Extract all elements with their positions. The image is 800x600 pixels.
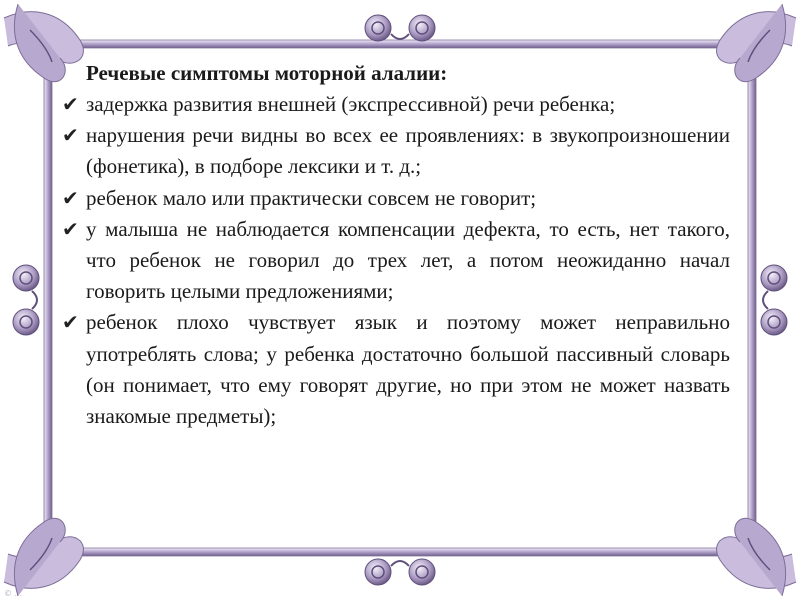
list-item: [62, 89, 730, 120]
right-border: [748, 62, 756, 538]
check-mark-icon: ✔: [62, 185, 79, 210]
corner-ribbon-bottom-right: [717, 518, 796, 596]
swirl-ornament-top: [365, 15, 435, 41]
bottom-border: [62, 548, 738, 556]
corner-ribbon-bottom-left: [4, 518, 83, 596]
list-item: [62, 214, 730, 308]
watermark: © ...: [4, 589, 23, 598]
check-mark-icon: ✔: [62, 216, 79, 241]
swirl-ornament-right: [761, 265, 787, 335]
check-mark-icon: ✔: [62, 92, 79, 116]
list-item: [62, 183, 730, 214]
swirl-ornament-left: [13, 265, 39, 335]
slide-title: Речевые симптомы моторной алалии:: [86, 61, 448, 85]
list-item-text: нарушения речи видны во всех ее проявлениях: в звукопроизношении (фонетика), в подборе лексики и т. д.;: [86, 123, 730, 179]
check-mark-icon: ✔: [62, 123, 79, 148]
list-item: [62, 307, 730, 432]
left-border: [44, 62, 52, 538]
list-item-text: ребенок плохо чувствует язык и поэтому может неправильно употреблять слова; у ребенка достаточно большой пассивный словарь (он понимает, что ему говорят другие, но при этом не может назвать знакомые предметы);: [86, 310, 730, 429]
top-border: [62, 40, 738, 48]
check-mark-icon: ✔: [62, 310, 79, 335]
symptom-list: [62, 89, 730, 432]
swirl-ornament-bottom: [365, 559, 435, 585]
list-item-text: ребенок мало или практически совсем не говорит;: [86, 185, 537, 210]
list-item: [62, 120, 730, 182]
list-item-text: задержка развития внешней (экспрессивной) речи ребенка;: [86, 92, 616, 116]
list-item-text: у малыша не наблюдается компенсации дефекта, то есть, нет такого, что ребенок не говорил до трех лет, а потом неожиданно начал говорить целыми предложениями;: [86, 216, 730, 304]
slide-content: [62, 58, 730, 432]
